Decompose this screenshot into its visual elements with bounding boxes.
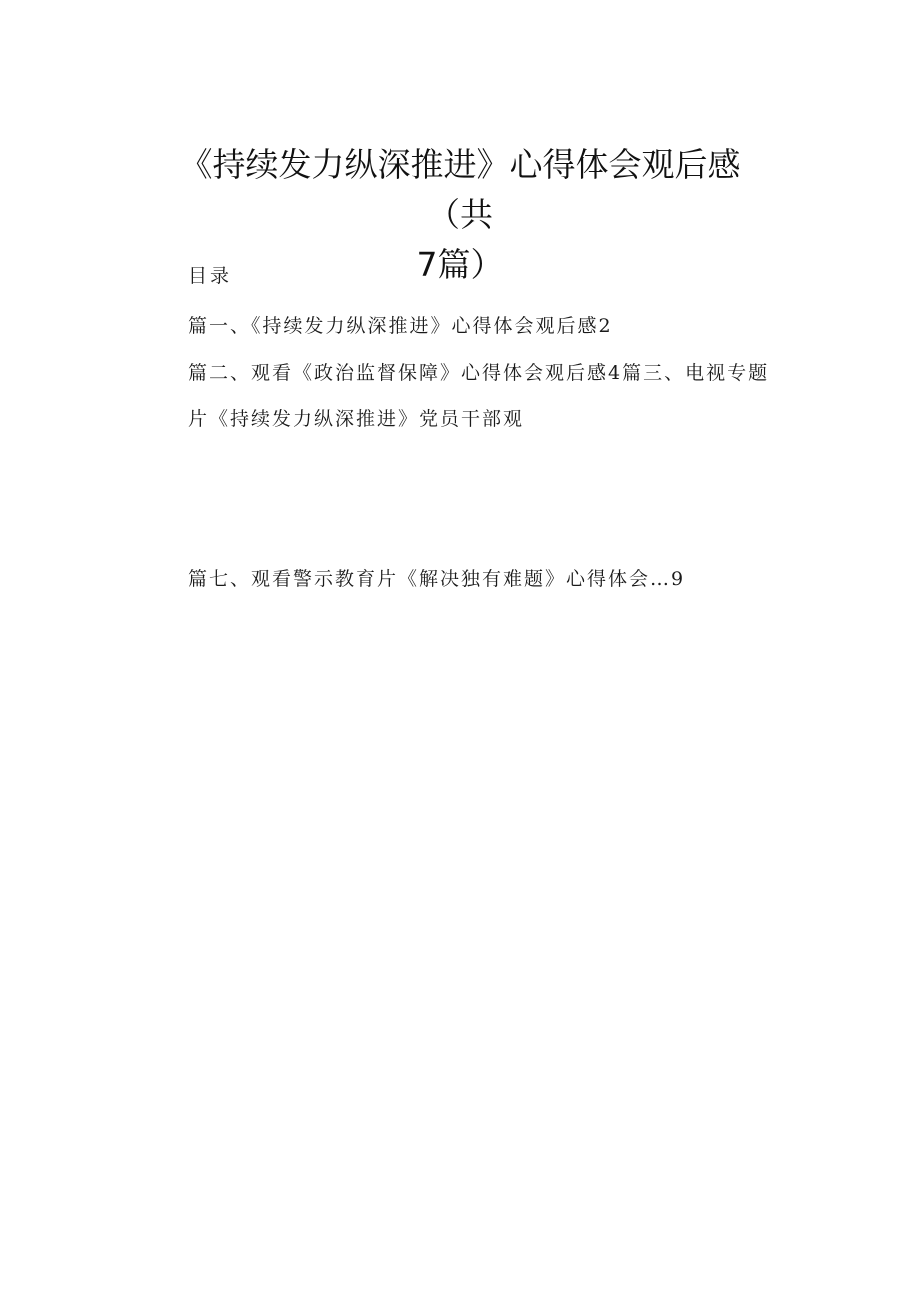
toc-item-2-line-1: 篇二、观看《政治监督保障》心得体会观后感4篇三、电视专题 bbox=[188, 362, 770, 384]
toc-item-7: 篇七、观看警示教育片《解决独有难题》心得体会…9 bbox=[188, 568, 686, 590]
toc-item-2-line-2: 片《持续发力纵深推进》党员干部观 bbox=[188, 408, 525, 430]
toc-item-2 bbox=[188, 350, 788, 442]
title-line-1: 《持续发力纵深推进》心得体会观后感（共 bbox=[179, 145, 741, 234]
toc-heading: 目录 bbox=[188, 265, 233, 287]
title-line-2: 7篇） bbox=[416, 245, 504, 284]
document-title bbox=[150, 140, 770, 290]
toc-item-1: 篇一、《持续发力纵深推进》心得体会观后感2 bbox=[188, 315, 613, 337]
